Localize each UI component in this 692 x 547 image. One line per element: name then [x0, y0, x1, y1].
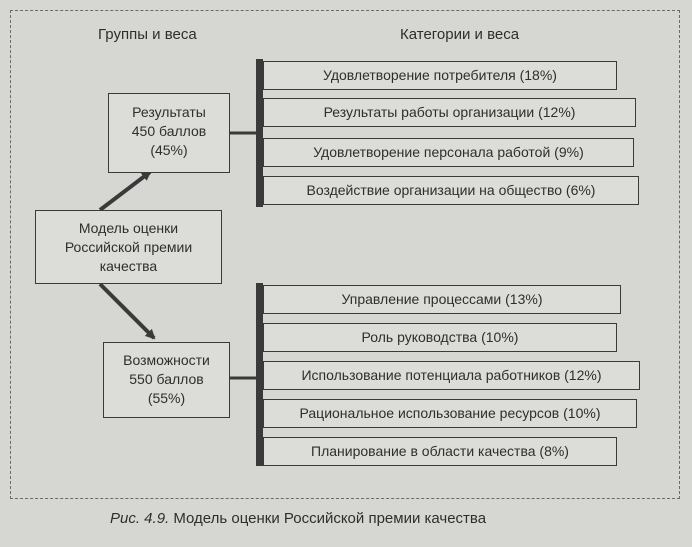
- possibilities-percent: (55%): [147, 390, 186, 406]
- category-impact-on-society: Воздействие организации на общество (6%): [263, 176, 639, 205]
- caption-label: Рис. 4.9.: [110, 510, 170, 527]
- results-points: 450 баллов: [131, 123, 207, 139]
- figure-caption: [110, 510, 486, 527]
- model-line-2: Российской премии: [64, 239, 193, 255]
- results-title: Результаты: [132, 104, 206, 120]
- category-process-management: Управление процессами (13%): [263, 285, 621, 314]
- category-employee-potential: Использование потенциала работников (12%): [263, 361, 640, 390]
- category-staff-satisfaction: Удовлетворение персонала работой (9%): [263, 138, 634, 167]
- arrow-to-results: [100, 172, 150, 210]
- possibilities-bracket: [256, 283, 263, 466]
- arrow-to-possibilities: [100, 284, 154, 338]
- model-box: [35, 210, 222, 284]
- possibilities-points: 550 баллов: [129, 371, 204, 387]
- results-box: [108, 93, 230, 173]
- model-line-3: качества: [99, 258, 158, 274]
- category-leadership: Роль руководства (10%): [263, 323, 617, 352]
- category-quality-planning: Планирование в области качества (8%): [263, 437, 617, 466]
- results-bracket: [256, 59, 263, 207]
- category-resource-use: Рациональное использование ресурсов (10%): [263, 399, 637, 428]
- groups-header: Группы и веса: [98, 26, 197, 43]
- category-business-results: Результаты работы организации (12%): [263, 98, 636, 127]
- categories-header: Категории и веса: [400, 26, 520, 43]
- caption-text: Модель оценки Российской премии качества: [173, 510, 487, 527]
- model-line-1: Модель оценки: [78, 220, 179, 236]
- possibilities-box: [103, 342, 230, 418]
- category-customer-satisfaction: Удовлетворение потребителя (18%): [263, 61, 617, 90]
- possibilities-title: Возможности: [123, 352, 210, 368]
- results-percent: (45%): [150, 142, 188, 158]
